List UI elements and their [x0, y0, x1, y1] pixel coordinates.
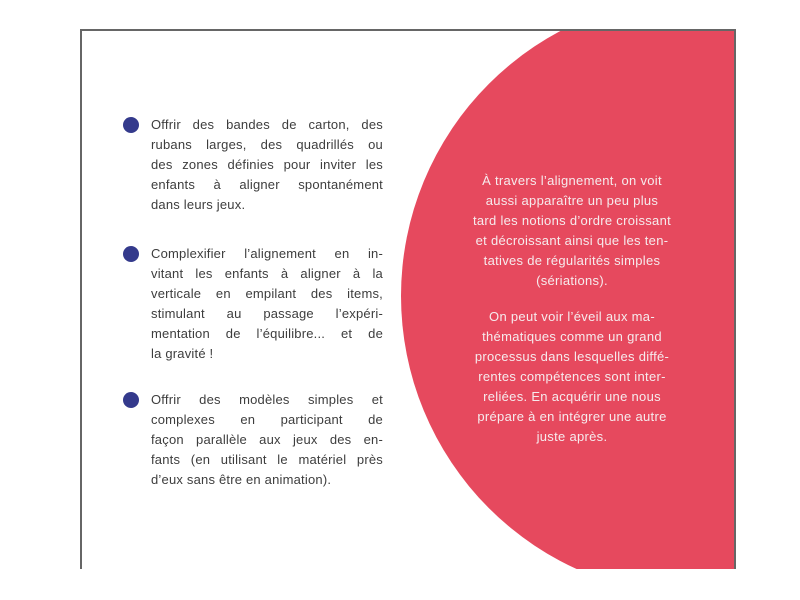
bullet-dot-icon	[123, 117, 139, 133]
pink-circle-shape	[401, 29, 736, 569]
bullet-item-2-text: Complexifier l’alignement en in- vitant les enfants à aligner à la verticale en empilant des items, stimulant au passage l’expéri- mentation de l’équilibre... et de la gravité !	[151, 246, 383, 361]
bullet-item-1-text: Offrir des bandes de carton, des rubans larges, des quadrillés ou des zones définies pour inviter les enfants à aligner spontanément dans leurs jeux.	[151, 117, 383, 212]
circle-paragraph-2: On peut voir l’éveil aux ma- thématiques comme un grand processus dans lesquelles diffé- rentes compétences sont inter- reliées. En acquérir une nous prépare à en intégrer une autre juste après.	[474, 309, 670, 444]
bullet-dot-icon	[123, 392, 139, 408]
bullet-item-3-text: Offrir des modèles simples et complexes en participant de façon parallèle aux jeux des en- fants (en utilisant le matériel près d’eux sans être en animation).	[151, 392, 383, 487]
document-page	[80, 29, 736, 569]
circle-paragraph-1: À travers l’alignement, on voit aussi apparaître un peu plus tard les notions d’ordre croissant et décroissant ainsi que les ten- tatives de régularités simples (sériations).	[472, 173, 672, 288]
bullet-dot-icon	[123, 246, 139, 262]
